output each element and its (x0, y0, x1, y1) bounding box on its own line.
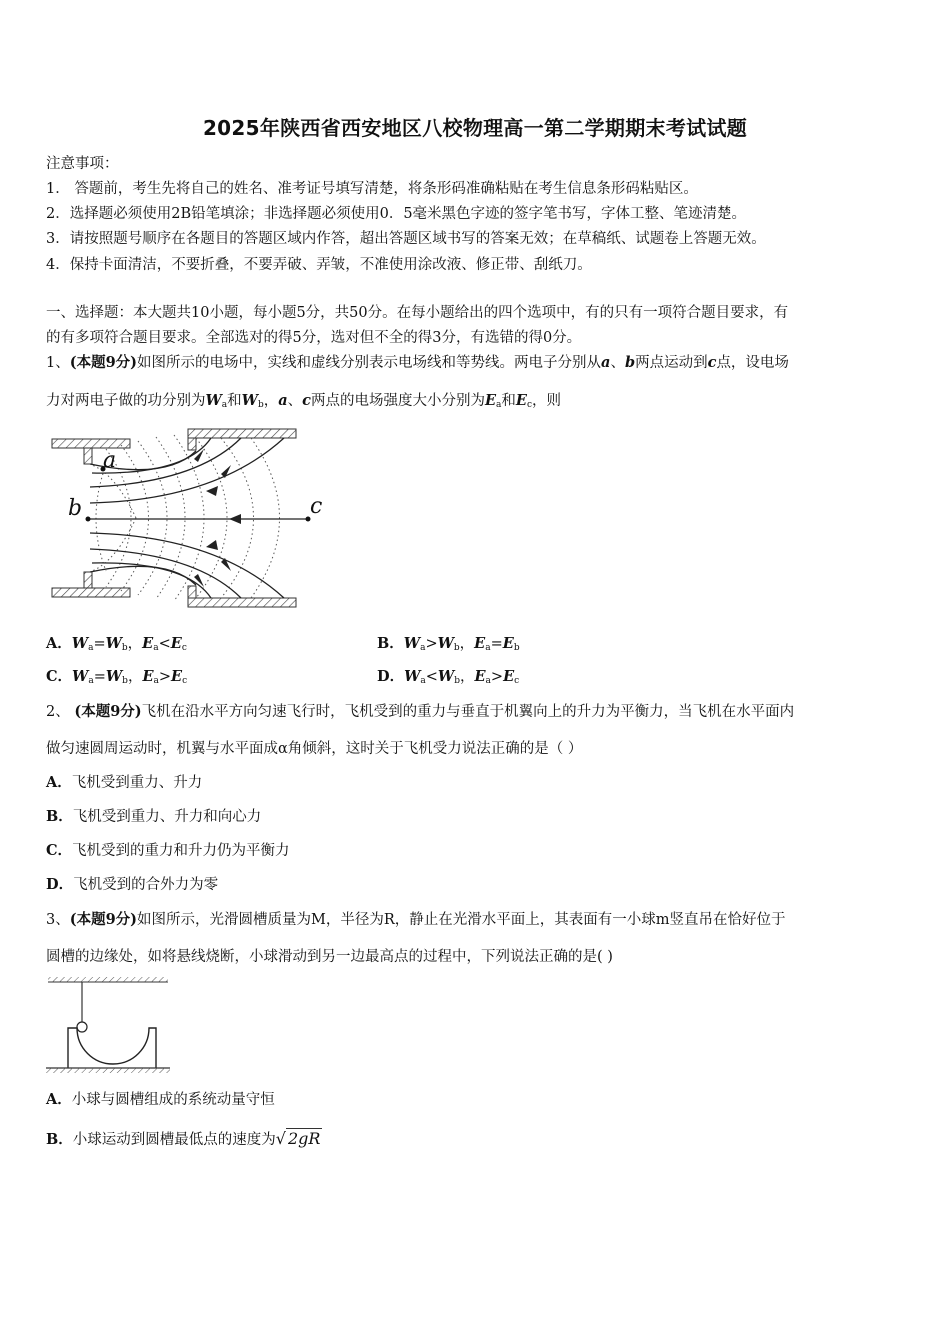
q1-stem-line1: 1、(本题9分)如图所示的电场中，实线和虚线分别表示电场线和等势线。两电子分别从a、b两点运动到c点，设电场 (46, 354, 789, 371)
q1-tag: (本题9分) (69, 354, 138, 371)
ball (77, 1022, 87, 1032)
point-b (86, 517, 91, 522)
q3-number: 3、 (46, 912, 70, 928)
q2-option-b[interactable]: B．飞机受到重力、升力和向心力 (46, 808, 262, 825)
groove (68, 1028, 156, 1068)
equipotential-lines (92, 435, 280, 601)
q2-stem-line1: 2、 (本题9分)飞机在沿水平方向匀速飞行时，飞机受到的重力与垂直于机翼向上的升力为平衡力，当飞机在水平面内 (46, 703, 795, 720)
upper-left-plate (52, 439, 130, 448)
q3-option-b[interactable]: B．小球运动到圆槽最低点的速度为√ 2gR (46, 1129, 321, 1148)
lower-left-plate (52, 588, 130, 597)
q1-electric-field-figure (46, 425, 323, 613)
q2-option-a[interactable]: A．飞机受到重力、升力 (46, 774, 203, 791)
q1-number: 1、 (46, 355, 70, 371)
label-c: c (310, 494, 323, 519)
ceiling (48, 977, 168, 982)
q1-option-c[interactable]: C．$W_a=W_b$，$E_a>E_c$ (46, 668, 188, 686)
q2-tag: (本题9分) (74, 703, 142, 720)
label-a: a (103, 448, 117, 473)
q2-option-c[interactable]: C．飞机受到的重力和升力仍为平衡力 (46, 842, 290, 859)
notice-item-4: 4．保持卡面清洁，不要折叠，不要弄破、弄皱，不准使用涂改液、修正带、刮纸刀。 (46, 257, 592, 273)
notice-item-1: 1． 答题前，考生先将自己的姓名、准考证号填写清楚，将条形码准确粘贴在考生信息条形码粘贴区。 (46, 181, 698, 197)
q3-stem-line1: 3、(本题9分)如图所示，光滑圆槽质量为M，半径为R，静止在光滑水平面上，其表面有一小球m竖直吊在恰好位于 (46, 911, 786, 928)
label-b: b (68, 496, 83, 521)
notice-heading: 注意事项： (46, 156, 119, 172)
section-intro-line2: 的有多项符合题目要求。全部选对的得5分，选对但不全的得3分，有选错的得0分。 (46, 330, 582, 346)
notice-item-3: 3．请按照题号顺序在各题目的答题区域内作答，超出答题区域书写的答案无效；在草稿纸、试题卷上答题无效。 (46, 231, 766, 247)
section-intro-line1: 一、选择题：本大题共10小题，每小题5分，共50分。在每小题给出的四个选项中，有的只有一项符合题目要求，有 (46, 305, 789, 321)
q2-number: 2、 (46, 704, 70, 720)
q2-option-d[interactable]: D．飞机受到的合外力为零 (46, 876, 219, 893)
upper-left-tip (84, 448, 92, 464)
upper-right-plate (188, 429, 296, 438)
q3-groove-figure (44, 976, 172, 1074)
lower-right-plate (188, 598, 296, 607)
notice-item-2: 2．选择题必须使用2B铅笔填涂；非选择题必须使用0．5毫米黑色字迹的签字笔书写，字体工整、笔迹清楚。 (46, 206, 747, 222)
q1-option-b[interactable]: B．$W_a>W_b$，$E_a=E_b$ (377, 635, 520, 653)
q1-stem-line2: 力对两电子做的功分别为$W_a$和$W_b$，a、c两点的电场强度大小分别为$E_a$和$E_c$，则 (46, 392, 562, 410)
lower-left-tip (84, 572, 92, 588)
q3-tag: (本题9分) (69, 911, 138, 928)
q3-stem-line2: 圆槽的边缘处，如将悬线烧断，小球滑动到另一边最高点的过程中，下列说法正确的是( ) (46, 949, 613, 965)
q1-option-a[interactable]: A．$W_a=W_b$，$E_a<E_c$ (46, 635, 187, 653)
q1-option-d[interactable]: D．$W_a<W_b$，$E_a>E_c$ (377, 668, 520, 686)
field-arrows (194, 449, 241, 587)
sqrt-formula: √ 2gR (275, 1129, 321, 1148)
q3-option-a[interactable]: A．小球与圆槽组成的系统动量守恒 (46, 1091, 275, 1108)
page-title: 2025年陕西省西安地区八校物理高一第二学期期末考试试题 (202, 116, 748, 140)
q2-stem-line2: 做匀速圆周运动时，机翼与水平面成α角倾斜，这时关于飞机受力说法正确的是（ ） (46, 741, 583, 757)
